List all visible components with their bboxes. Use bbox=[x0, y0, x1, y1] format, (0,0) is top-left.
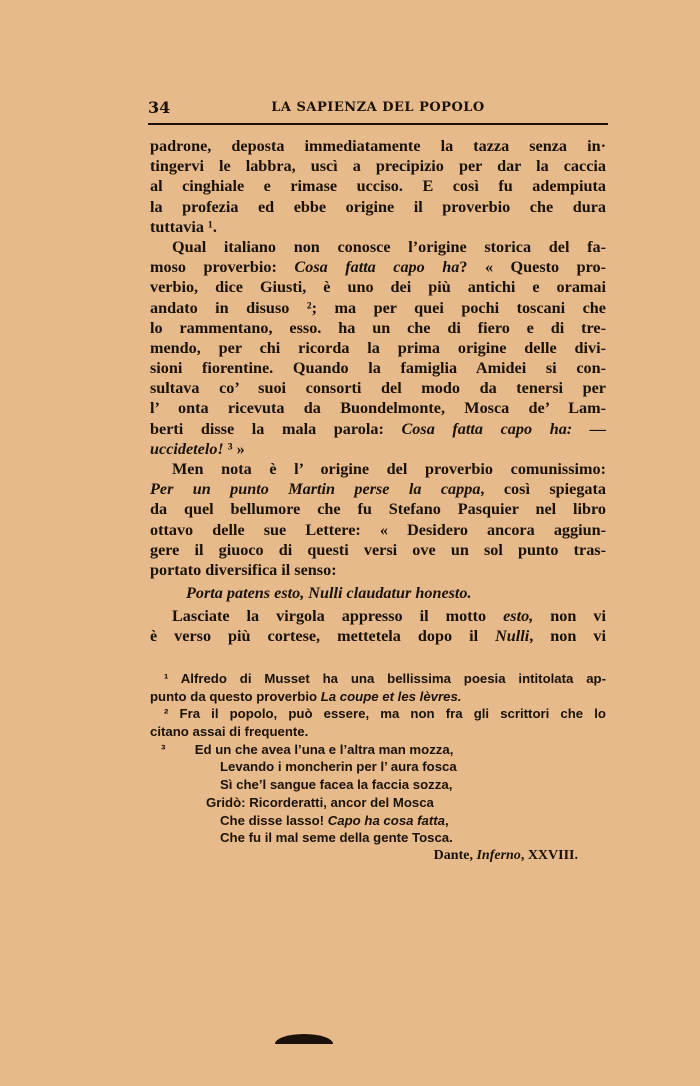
footnote-line bbox=[150, 723, 606, 741]
text-segment: , così spiegata bbox=[480, 480, 606, 499]
text-segment: moso proverbio: bbox=[150, 258, 295, 277]
footnote-line bbox=[150, 705, 606, 723]
text-segment: ottavo delle sue Lettere: « Desidero ancora aggiun- bbox=[150, 520, 606, 539]
text-segment: l’ onta ricevuta da Buondelmonte, Mosca de’ Lam- bbox=[150, 399, 606, 418]
body-text bbox=[150, 136, 606, 647]
text-segment: sultava co’ suoi consorti del modo da tenersi per bbox=[150, 379, 606, 398]
text-segment: andato in disuso ²; ma per quei pochi toscani che bbox=[150, 298, 606, 317]
text-segment: citano assai di frequente. bbox=[150, 724, 309, 740]
footnote-line bbox=[150, 741, 606, 759]
text-line bbox=[150, 358, 606, 378]
italic-text: esto, bbox=[503, 607, 534, 626]
text-segment: gere il giuoco di questi versi ove un sol punto tras- bbox=[150, 540, 606, 559]
page-header bbox=[148, 98, 608, 118]
text-segment: Sì che’l sangue facea la faccia sozza, bbox=[220, 777, 453, 793]
text-line bbox=[150, 176, 606, 196]
italic-text: Nulli bbox=[495, 627, 530, 646]
italic-text: Capo ha cosa fatta bbox=[327, 812, 446, 828]
text-line bbox=[150, 499, 606, 519]
text-segment: non vi bbox=[533, 607, 606, 626]
italic-text: uccidetelo! bbox=[150, 439, 228, 458]
text-segment: berti disse la mala parola: bbox=[150, 419, 402, 438]
text-line bbox=[150, 217, 606, 237]
text-line bbox=[150, 520, 606, 540]
text-segment: da quel bellumore che fu Stefano Pasquier nel libro bbox=[150, 500, 606, 519]
text-segment: Men nota è l’ origine del proverbio comunissimo: bbox=[172, 460, 606, 478]
text-segment: mendo, per chi ricorda la prima origine delle divi- bbox=[150, 338, 606, 357]
text-segment: Che fu il mal seme della gente Tosca. bbox=[220, 830, 453, 846]
text-segment: , XXVIII. bbox=[520, 847, 578, 863]
text-segment: ³ » bbox=[227, 439, 245, 458]
footnote-line bbox=[150, 847, 606, 865]
text-segment: sioni fiorentine. Quando la famiglia Amidei si con- bbox=[150, 359, 606, 378]
text-segment: Che disse lasso! bbox=[220, 812, 328, 828]
page-ornament bbox=[275, 1034, 333, 1044]
footnote-line bbox=[150, 812, 606, 830]
text-line bbox=[150, 606, 606, 626]
text-line bbox=[150, 419, 606, 439]
text-segment: padrone, deposta immediatamente la tazza senza in· bbox=[150, 137, 606, 155]
text-segment: tingervi le labbra, uscì a precipizio per dar la caccia bbox=[150, 157, 606, 176]
header-rule bbox=[148, 123, 608, 125]
footnote-line bbox=[150, 688, 606, 706]
text-segment: lo rammentano, esso. ha un che di fiero e di tre- bbox=[150, 318, 606, 337]
italic-text: Cosa fatta capo ha: — bbox=[401, 419, 606, 438]
text-line bbox=[150, 398, 606, 418]
text-line bbox=[150, 459, 606, 479]
text-line bbox=[150, 540, 606, 560]
text-segment: ³ Ed un che avea l’una e l’altra man mozza, bbox=[150, 741, 454, 757]
text-segment: Levando i moncherin per l’ aura fosca bbox=[220, 759, 457, 775]
text-line bbox=[150, 560, 606, 580]
text-segment: Qual italiano non conosce l’origine storica del fa- bbox=[172, 237, 606, 256]
text-segment: Dante, bbox=[433, 847, 477, 863]
italic-text: Inferno bbox=[476, 847, 521, 863]
footnote-line bbox=[150, 776, 606, 794]
running-title: LA SAPIENZA DEL POPOLO bbox=[271, 100, 485, 115]
text-line bbox=[150, 136, 606, 156]
text-line bbox=[150, 277, 606, 297]
italic-text: La coupe et les lèvres. bbox=[320, 688, 462, 704]
text-segment: la profezia ed ebbe origine il proverbio che dura bbox=[150, 197, 606, 216]
text-segment: Gridò: Ricorderatti, ancor del Mosca bbox=[206, 794, 434, 810]
text-line bbox=[150, 378, 606, 398]
text-line bbox=[150, 197, 606, 217]
text-segment: ² Fra il popolo, può essere, ma non fra gli scrittori che lo bbox=[164, 706, 606, 722]
text-line bbox=[150, 439, 606, 459]
text-line bbox=[150, 298, 606, 318]
text-line bbox=[150, 318, 606, 338]
italic-text: Porta patens esto, Nulli claudatur honesto. bbox=[186, 584, 472, 603]
text-line bbox=[150, 156, 606, 176]
italic-text: Cosa fatta capo ha bbox=[294, 258, 460, 277]
page-number: 34 bbox=[148, 98, 171, 117]
footnote-line bbox=[150, 794, 606, 812]
text-segment: punto da questo proverbio bbox=[150, 688, 321, 704]
text-segment: , bbox=[445, 812, 449, 828]
footnote-line bbox=[150, 670, 606, 688]
text-segment: , non vi bbox=[529, 627, 606, 646]
text-segment: tuttavia ¹. bbox=[150, 217, 217, 236]
text-line bbox=[150, 580, 606, 606]
footnotes bbox=[150, 670, 606, 865]
text-segment: è verso più cortese, mettetela dopo il bbox=[150, 627, 496, 646]
text-line bbox=[150, 338, 606, 358]
text-line bbox=[150, 479, 606, 499]
text-line bbox=[150, 626, 606, 646]
text-segment: portato diversifica il senso: bbox=[150, 560, 337, 579]
footnote-line bbox=[150, 758, 606, 776]
italic-text: Per un punto Martin perse la cappa bbox=[150, 480, 481, 499]
text-segment: Lasciate la virgola appresso il motto bbox=[172, 607, 504, 626]
text-line bbox=[150, 237, 606, 257]
text-segment: verbio, dice Giusti, è uno dei più antichi e oramai bbox=[150, 278, 606, 297]
text-segment: ? « Questo pro- bbox=[459, 258, 606, 277]
text-line bbox=[150, 257, 606, 277]
footnote-line bbox=[150, 829, 606, 847]
text-segment: al cinghiale e rimase ucciso. E così fu adempiuta bbox=[150, 177, 606, 196]
text-segment: ¹ Alfredo di Musset ha una bellissima poesia intitolata ap- bbox=[164, 671, 606, 686]
